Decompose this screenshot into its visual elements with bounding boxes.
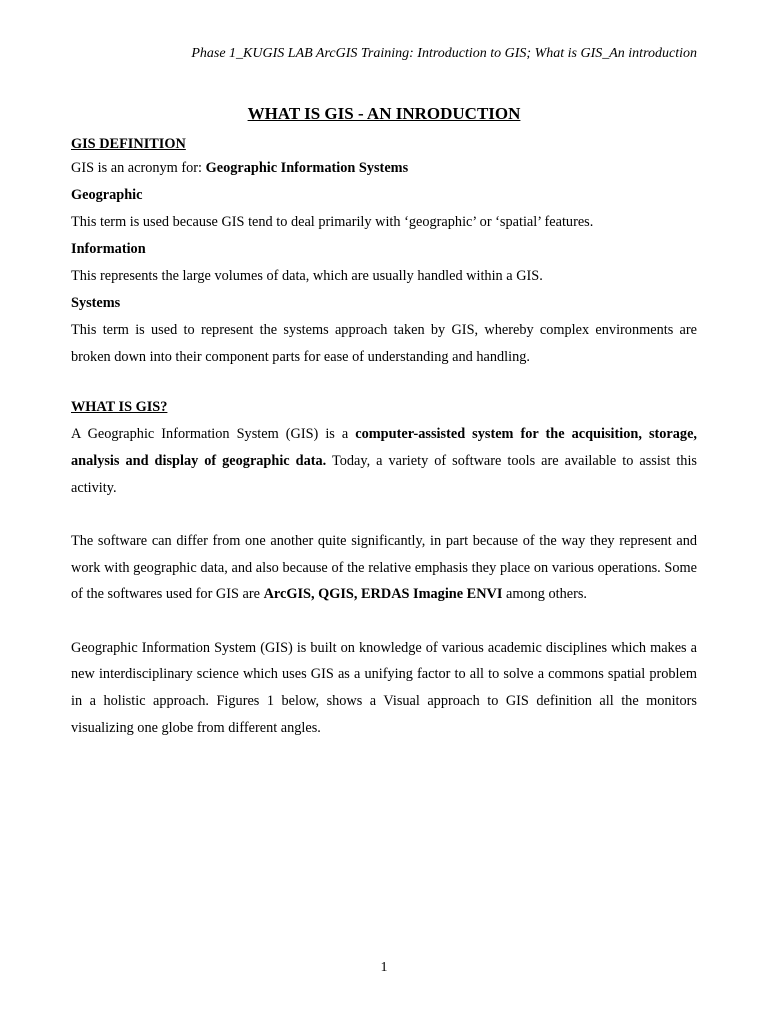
paragraph-text: The software can differ from one another quite significantly, in part because of the way they represent and work with geographic data, and also because of the relative emphasis they place on various operations. Some of the softwares used for GIS are: [71, 532, 697, 603]
paragraph-software: [71, 528, 697, 608]
acronym-line: [71, 155, 697, 182]
acronym-expansion: Geographic Information Systems: [205, 160, 409, 176]
page-number: 1: [380, 960, 388, 975]
running-header: Phase 1_KUGIS LAB ArcGIS Training: Introduction to GIS; What is GIS_An introduction: [191, 46, 697, 61]
paragraph-text: Today, a variety of software tools are available to assist this activity.: [71, 452, 697, 496]
spacer: [71, 501, 697, 528]
spacer: [71, 608, 697, 635]
paragraph-interdisciplinary: Geographic Information System (GIS) is built on knowledge of various academic disciplines which makes a new interdisciplinary science which uses GIS as a unifying factor to all to solve a commons spatial problem in a holistic approach. Figures 1 below, shows a Visual approach to GIS definition all the monitors visualizing one globe from different angles.: [71, 639, 697, 736]
term-description-systems: This term is used to represent the systems approach taken by GIS, whereby complex environments are broken down into their component parts for ease of understanding and handling.: [71, 322, 697, 365]
term-description-information: This represents the large volumes of data, which are usually handled within a GIS.: [71, 268, 543, 284]
term-heading-systems: Systems: [71, 295, 121, 311]
paragraph-gis-definition: [71, 421, 697, 501]
paragraph-text: among others.: [502, 586, 587, 603]
paragraph-text: A Geographic Information System (GIS) is a: [71, 426, 356, 443]
section-heading-gis-definition: GIS DEFINITION: [71, 136, 186, 152]
spacer: [71, 370, 697, 397]
paragraph-emphasis: ArcGIS, QGIS, ERDAS Imagine ENVI: [263, 586, 503, 603]
document-body: [71, 134, 697, 742]
paragraph-emphasis: computer-assisted system for the acquisition, storage, analysis and display of geographic data.: [71, 426, 697, 469]
acronym-intro: GIS is an acronym for:: [71, 160, 206, 176]
page-title: WHAT IS GIS - AN INRODUCTION: [247, 104, 521, 123]
term-heading-geographic: Geographic: [71, 187, 143, 203]
term-description-geographic: This term is used because GIS tend to deal primarily with ‘geographic’ or ‘spatial’ features.: [71, 214, 594, 230]
section-heading-what-is-gis: WHAT IS GIS?: [71, 399, 168, 416]
term-heading-information: Information: [71, 241, 146, 257]
